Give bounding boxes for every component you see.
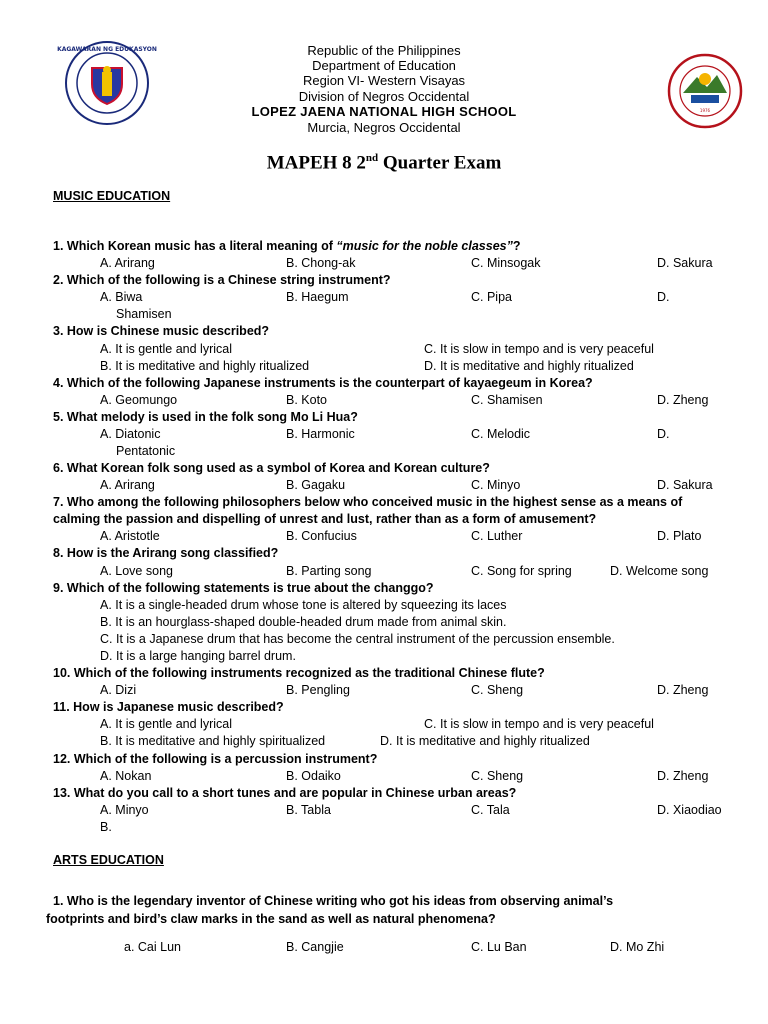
music-q12-a: A. Nokan	[100, 769, 152, 783]
music-heading: MUSIC EDUCATION	[53, 189, 171, 203]
music-q1-c: C. Minsogak	[471, 256, 541, 270]
music-q13-c: C. Tala	[471, 803, 510, 817]
music-q5-a: A. Diatonic	[100, 427, 161, 441]
music-q5-d: D.	[657, 427, 670, 441]
music-q11-c: C. It is slow in tempo and is very peaceful	[424, 717, 654, 731]
music-q13-b: B. Tabla	[286, 803, 331, 817]
music-q7-line1: 7. Who among the following philosophers below who conceived music in the highest sense as a means of	[53, 495, 683, 509]
music-q12-b: B. Odaiko	[286, 769, 341, 783]
exam-title: MAPEH 8 2nd Quarter Exam	[266, 152, 502, 174]
music-q4-a: A. Geomungo	[100, 393, 178, 407]
music-q9-b: B. It is an hourglass-shaped double-headed drum made from animal skin.	[100, 615, 507, 629]
music-q4: 4. Which of the following Japanese instruments is the counterpart of kayaegeum in Korea?	[53, 376, 593, 390]
music-q5-b: B. Harmonic	[286, 427, 355, 441]
music-q6-a: A. Arirang	[100, 478, 155, 492]
music-q7-d: D. Plato	[657, 529, 702, 543]
music-q12: 12. Which of the following is a percussion instrument?	[53, 752, 378, 766]
music-q2-d: D.	[657, 290, 670, 304]
music-q13-extra: B.	[100, 820, 112, 834]
music-q8-a: A. Love song	[100, 564, 173, 578]
music-q6-d: D. Sakura	[657, 478, 713, 492]
arts-q1-d: D. Mo Zhi	[610, 940, 665, 954]
music-q11-a: A. It is gentle and lyrical	[100, 717, 233, 731]
music-q13-d: D. Xiaodiao	[657, 803, 722, 817]
music-q4-c: C. Shamisen	[471, 393, 543, 407]
music-q10: 10. Which of the following instruments recognized as the traditional Chinese flute?	[53, 666, 545, 680]
music-q1-a: A. Arirang	[100, 256, 155, 270]
music-q3-a: A. It is gentle and lyrical	[100, 342, 233, 356]
music-q9-a: A. It is a single-headed drum whose tone is altered by squeezing its laces	[100, 598, 507, 612]
music-q1-b: B. Chong-ak	[286, 256, 356, 270]
music-q6-c: C. Minyo	[471, 478, 521, 492]
music-q2-c: C. Pipa	[471, 290, 512, 304]
music-q2-b: B. Haegum	[286, 290, 349, 304]
music-q2-a: A. Biwa	[100, 290, 143, 304]
music-q5: 5. What melody is used in the folk song Mo Li Hua?	[53, 410, 358, 424]
music-q1-d: D. Sakura	[657, 256, 713, 270]
header-republic: Republic of the Philippines	[307, 43, 461, 58]
music-q8-c: C. Song for spring	[471, 564, 572, 578]
header-department: Department of Education	[312, 58, 456, 73]
music-q8-d: D. Welcome song	[610, 564, 709, 578]
music-q3-c: C. It is slow in tempo and is very peaceful	[424, 342, 654, 356]
music-q11: 11. How is Japanese music described?	[53, 700, 284, 714]
music-q7-b: B. Confucius	[286, 529, 357, 543]
music-q7-line2: calming the passion and dispelling of unrest and lust, rather than as a form of amusement?	[53, 512, 597, 526]
music-q11-b: B. It is meditative and highly spiritualized	[100, 734, 326, 748]
header-region: Region VI- Western Visayas	[302, 73, 466, 88]
music-q11-d: D. It is meditative and highly ritualized	[380, 734, 590, 748]
arts-q1-b: B. Cangjie	[286, 940, 344, 954]
music-q13-a: A. Minyo	[100, 803, 149, 817]
music-q3-b: B. It is meditative and highly ritualized	[100, 359, 310, 373]
music-q5-c: C. Melodic	[471, 427, 531, 441]
header-location: Murcia, Negros Occidental	[307, 120, 461, 135]
music-q12-d: D. Zheng	[657, 769, 709, 783]
music-q5-d-cont: Pentatonic	[116, 444, 176, 458]
arts-heading: ARTS EDUCATION	[53, 853, 164, 867]
svg-text:KAGAWARAN NG EDUKASYON: KAGAWARAN NG EDUKASYON	[57, 46, 157, 53]
music-q3-d: D. It is meditative and highly ritualized	[424, 359, 634, 373]
music-q10-b: B. Pengling	[286, 683, 350, 697]
music-q9-d: D. It is a large hanging barrel drum.	[100, 649, 296, 663]
header-division: Division of Negros Occidental	[298, 89, 470, 104]
arts-q1-a: a. Cai Lun	[124, 940, 181, 954]
music-q6: 6. What Korean folk song used as a symbol of Korea and Korean culture?	[53, 461, 490, 475]
arts-q1-line2: footprints and bird’s claw marks in the sand as well as natural phenomena?	[46, 912, 496, 926]
music-q8: 8. How is the Arirang song classified?	[53, 546, 279, 560]
arts-q1-line1: 1. Who is the legendary inventor of Chinese writing who got his ideas from observing animal’s	[53, 894, 614, 908]
music-q2-d-cont: Shamisen	[116, 307, 172, 321]
music-q4-b: B. Koto	[286, 393, 327, 407]
music-q6-b: B. Gagaku	[286, 478, 346, 492]
music-q13: 13. What do you call to a short tunes and are popular in Chinese urban areas?	[53, 786, 517, 800]
music-q7-a: A. Aristotle	[100, 529, 160, 543]
music-q9: 9. Which of the following statements is true about the changgo?	[53, 581, 434, 595]
music-q10-c: C. Sheng	[471, 683, 524, 697]
music-q2: 2. Which of the following is a Chinese string instrument?	[53, 273, 391, 287]
arts-q1-c: C. Lu Ban	[471, 940, 527, 954]
music-q10-a: A. Dizi	[100, 683, 137, 697]
music-q3: 3. How is Chinese music described?	[53, 324, 270, 338]
music-q12-c: C. Sheng	[471, 769, 524, 783]
music-q4-d: D. Zheng	[657, 393, 709, 407]
svg-text:1976: 1976	[699, 108, 711, 113]
music-q7-c: C. Luther	[471, 529, 523, 543]
music-q1: 1. Which Korean music has a literal meaning of “music for the noble classes”?	[53, 239, 521, 253]
music-q9-c: C. It is a Japanese drum that has become the central instrument of the percussion ensemble.	[100, 632, 615, 646]
music-q10-d: D. Zheng	[657, 683, 709, 697]
music-q8-b: B. Parting song	[286, 564, 372, 578]
header-school: LOPEZ JAENA NATIONAL HIGH SCHOOL	[251, 104, 517, 119]
